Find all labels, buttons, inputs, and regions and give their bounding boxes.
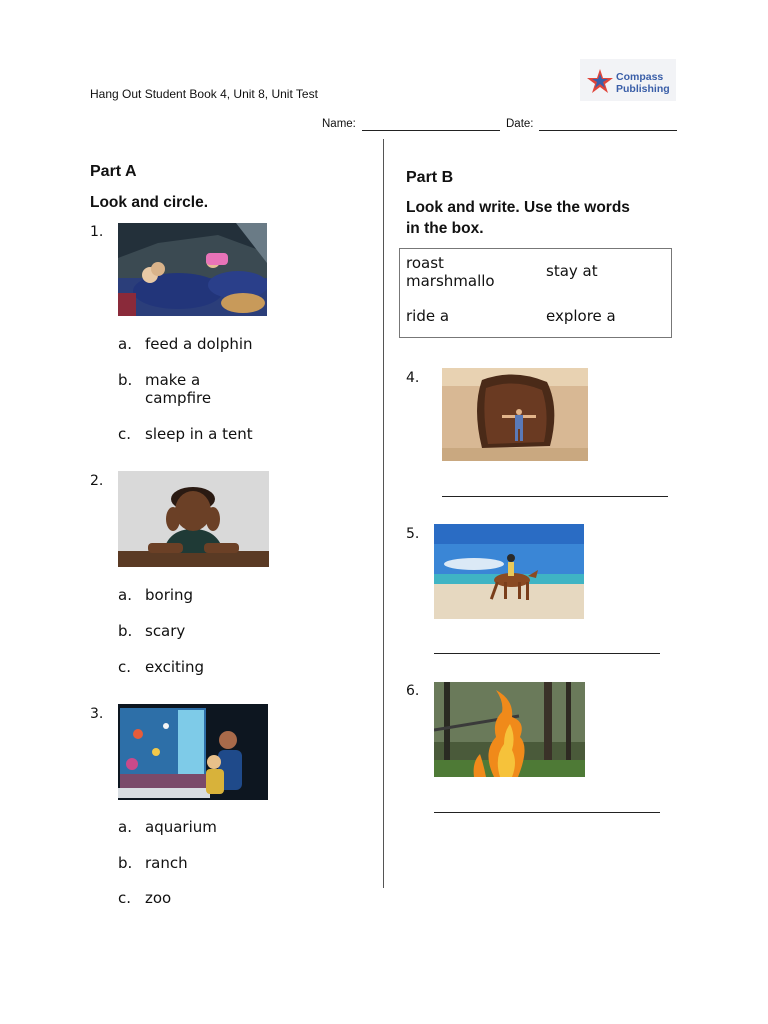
option-1c[interactable] — [118, 425, 318, 443]
word-stay-at: stay at — [546, 262, 598, 280]
answer-line-5[interactable] — [434, 653, 660, 654]
option-3a[interactable] — [118, 818, 318, 836]
aquarium-photo — [118, 704, 268, 800]
answer-line-4[interactable] — [442, 496, 668, 497]
option-letter: b. — [118, 854, 133, 872]
option-3c[interactable] — [118, 889, 318, 907]
option-letter: b. — [118, 371, 133, 389]
option-2c[interactable] — [118, 658, 318, 676]
horse-riding-beach-photo — [434, 524, 584, 619]
question-number: 1. — [90, 224, 104, 240]
option-2b[interactable] — [118, 622, 318, 640]
option-text: boring — [145, 586, 194, 604]
option-2a[interactable] — [118, 586, 318, 604]
roasting-marshmallow-campfire-photo — [434, 682, 585, 777]
option-text: sleep in a tent — [145, 425, 253, 443]
question-number: 5. — [406, 526, 420, 542]
option-letter: a. — [118, 586, 132, 604]
column-divider — [383, 139, 384, 888]
option-3b[interactable] — [118, 854, 318, 872]
option-text: ranch — [145, 854, 188, 872]
option-letter: b. — [118, 622, 133, 640]
part-a-heading: Part A — [90, 163, 137, 180]
document-title: Hang Out Student Book 4, Unit 8, Unit Test — [90, 87, 318, 101]
bored-boy-photo — [118, 471, 269, 567]
word-explore-a: explore a — [546, 307, 616, 325]
option-text: feed a dolphin — [145, 335, 253, 353]
part-b-instruction-line-1: Look and write. Use the words — [406, 199, 630, 216]
logo-text-compass: Compass — [616, 71, 664, 83]
option-text: exciting — [145, 658, 205, 676]
date-label: Date: — [506, 118, 534, 130]
option-1a[interactable] — [118, 335, 318, 353]
compass-publishing-logo — [580, 59, 676, 101]
option-text: aquarium — [145, 818, 217, 836]
option-letter: c. — [118, 658, 132, 676]
option-letter: a. — [118, 335, 132, 353]
word-ride-a: ride a — [406, 307, 450, 325]
question-number: 3. — [90, 706, 104, 722]
name-field[interactable] — [362, 130, 500, 131]
word-roast-marshmallow-line-2: marshmallo — [406, 272, 495, 290]
part-a-instruction: Look and circle. — [90, 194, 209, 211]
children-sleeping-in-tent-photo — [118, 223, 267, 316]
part-b-heading: Part B — [406, 169, 454, 186]
question-number: 2. — [90, 473, 104, 489]
option-text: zoo — [145, 889, 172, 907]
word-roast-marshmallow-line-1: roast — [406, 254, 444, 272]
option-1b[interactable] — [118, 371, 318, 407]
option-text-line-2: campfire — [145, 389, 212, 407]
date-field[interactable] — [539, 130, 677, 131]
part-b-instruction-line-2: in the box. — [406, 220, 484, 237]
option-letter: c. — [118, 889, 132, 907]
question-number: 6. — [406, 683, 420, 699]
option-text: scary — [145, 622, 186, 640]
star-logo-icon — [586, 68, 614, 94]
logo-text-publishing: Publishing — [616, 83, 670, 95]
option-text-line-1: make a — [145, 371, 201, 389]
option-letter: a. — [118, 818, 132, 836]
option-letter: c. — [118, 425, 132, 443]
cave-explorer-photo — [442, 368, 588, 461]
name-label: Name: — [322, 118, 356, 130]
answer-line-6[interactable] — [434, 812, 660, 813]
question-number: 4. — [406, 370, 420, 386]
